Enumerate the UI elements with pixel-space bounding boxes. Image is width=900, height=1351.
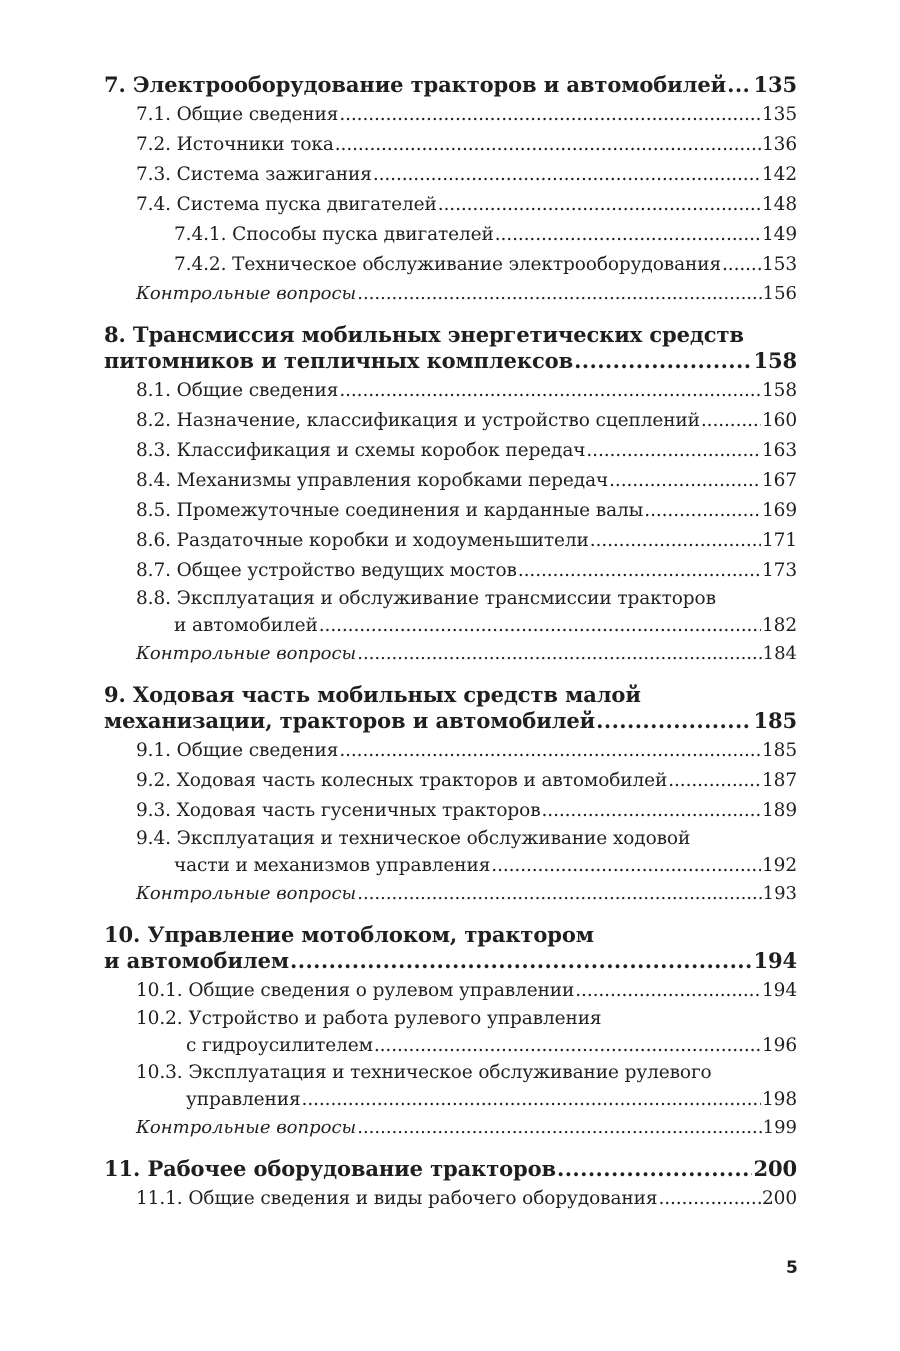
dot-leader xyxy=(557,1156,752,1182)
dot-leader xyxy=(722,250,761,280)
dot-leader xyxy=(290,948,752,974)
review-questions-title: Контрольные вопросы xyxy=(136,283,357,304)
review-questions-title: Контрольные вопросы xyxy=(136,883,357,904)
section-title: 8.2. Назначение, классификация и устройство сцеплений xyxy=(136,410,700,431)
toc-section[interactable] xyxy=(104,466,797,496)
page-ref: 148 xyxy=(761,194,797,215)
toc-chapter-8[interactable] xyxy=(104,322,797,374)
page-ref: 193 xyxy=(762,883,797,904)
dot-leader xyxy=(339,376,761,406)
dot-leader xyxy=(542,796,761,826)
section-title: 10.1. Общие сведения о рулевом управлении xyxy=(136,980,575,1001)
dot-leader xyxy=(374,1032,761,1060)
page-number: 5 xyxy=(786,1258,798,1278)
page-ref: 136 xyxy=(761,134,797,155)
dot-leader xyxy=(357,640,761,668)
page-ref: 149 xyxy=(761,224,797,245)
page-ref: 135 xyxy=(761,104,797,125)
section-title: 7.2. Источники тока xyxy=(136,134,334,155)
section-title: 8.4. Механизмы управления коробками передач xyxy=(136,470,609,491)
dot-leader xyxy=(574,348,752,374)
toc-subsection[interactable] xyxy=(104,220,797,250)
page-ref: 167 xyxy=(761,470,797,491)
page-ref: 200 xyxy=(761,1188,797,1209)
section-title: 7.1. Общие сведения xyxy=(136,104,339,125)
dot-leader xyxy=(668,766,761,796)
chapter-title-line-2: механизации, тракторов и автомобилей xyxy=(104,708,596,733)
dot-leader xyxy=(701,406,761,436)
section-title: 8.7. Общее устройство ведущих мостов xyxy=(136,560,517,581)
section-title-line-1: 10.3. Эксплуатация и техническое обслуживание рулевого xyxy=(136,1062,712,1083)
dot-leader xyxy=(609,466,761,496)
page-ref: 189 xyxy=(761,800,797,821)
review-questions-title: Контрольные вопросы xyxy=(136,643,357,664)
section-title-line-2: и автомобилей xyxy=(174,615,318,636)
section-title: 9.2. Ходовая часть колесных тракторов и автомобилей xyxy=(136,770,668,791)
section-title: 8.1. Общие сведения xyxy=(136,380,339,401)
dot-leader xyxy=(335,130,761,160)
toc-section[interactable] xyxy=(104,436,797,466)
dot-leader xyxy=(644,496,761,526)
section-title: 9.3. Ходовая часть гусеничных тракторов xyxy=(136,800,541,821)
chapter-title-line-1: 8. Трансмиссия мобильных энергетических средств xyxy=(104,322,744,347)
toc-section[interactable] xyxy=(104,556,797,586)
review-questions-title: Контрольные вопросы xyxy=(136,1117,357,1138)
page-ref: 182 xyxy=(761,615,797,636)
toc-review-questions[interactable] xyxy=(104,640,797,668)
page-ref: 169 xyxy=(761,500,797,521)
chapter-title-line-1: 9. Ходовая часть мобильных средств малой xyxy=(104,682,641,707)
toc-section[interactable] xyxy=(104,526,797,556)
section-title: 7.4. Система пуска двигателей xyxy=(136,194,437,215)
dot-leader xyxy=(495,220,761,250)
toc-section[interactable] xyxy=(104,586,797,640)
subsection-title: 7.4.2. Техническое обслуживание электрооборудования xyxy=(174,254,722,275)
toc-section[interactable] xyxy=(104,496,797,526)
chapter-title-line-1: 10. Управление мотоблоком, трактором xyxy=(104,922,594,947)
toc-section[interactable] xyxy=(104,766,797,796)
subsection-title: 7.4.1. Способы пуска двигателей xyxy=(174,224,494,245)
dot-leader xyxy=(491,852,761,880)
dot-leader xyxy=(373,160,761,190)
page-ref: 194 xyxy=(761,980,797,1001)
toc-section[interactable] xyxy=(104,826,797,880)
dot-leader xyxy=(357,880,761,908)
toc-chapter-11[interactable] xyxy=(104,1156,797,1182)
toc-section[interactable] xyxy=(104,976,797,1006)
dot-leader xyxy=(319,612,761,640)
page-ref: 171 xyxy=(761,530,797,551)
page-ref: 196 xyxy=(761,1035,797,1056)
page-ref: 192 xyxy=(761,855,797,876)
dot-leader xyxy=(590,526,761,556)
section-title-line-2: с гидроусилителем xyxy=(186,1035,373,1056)
dot-leader xyxy=(596,708,752,734)
toc-section[interactable] xyxy=(104,130,797,160)
dot-leader xyxy=(658,1184,761,1214)
page-ref: 163 xyxy=(761,440,797,461)
dot-leader xyxy=(357,280,761,308)
page-ref: 135 xyxy=(753,72,797,97)
page-ref: 160 xyxy=(761,410,797,431)
section-title: 8.5. Промежуточные соединения и карданные валы xyxy=(136,500,644,521)
toc-chapter-7[interactable] xyxy=(104,72,797,98)
page-ref: 156 xyxy=(762,283,797,304)
page-ref: 153 xyxy=(761,254,797,275)
section-title: 8.3. Классификация и схемы коробок передач xyxy=(136,440,586,461)
page-ref: 199 xyxy=(762,1117,797,1138)
dot-leader xyxy=(339,100,761,130)
page-ref: 187 xyxy=(761,770,797,791)
toc-section[interactable] xyxy=(104,1184,797,1214)
section-title: 9.1. Общие сведения xyxy=(136,740,339,761)
page-ref: 200 xyxy=(753,1156,797,1181)
toc-section[interactable] xyxy=(104,160,797,190)
section-title-line-2: части и механизмов управления xyxy=(174,855,491,876)
chapter-title: 11. Рабочее оборудование тракторов xyxy=(104,1156,556,1181)
page-ref: 158 xyxy=(753,348,797,373)
dot-leader xyxy=(727,72,752,98)
toc-section[interactable] xyxy=(104,796,797,826)
table-of-contents xyxy=(104,72,797,1214)
toc-section[interactable] xyxy=(104,1060,797,1114)
chapter-title: 7. Электрооборудование тракторов и автомобилей xyxy=(104,72,727,97)
dot-leader xyxy=(302,1086,761,1114)
toc-section[interactable] xyxy=(104,100,797,130)
section-title-line-1: 10.2. Устройство и работа рулевого управления xyxy=(136,1008,602,1029)
toc-subsection[interactable] xyxy=(104,250,797,280)
dot-leader xyxy=(339,736,761,766)
section-title: 11.1. Общие сведения и виды рабочего оборудования xyxy=(136,1188,658,1209)
toc-section[interactable] xyxy=(104,406,797,436)
section-title-line-1: 8.8. Эксплуатация и обслуживание трансмиссии тракторов xyxy=(136,588,716,609)
page-ref: 142 xyxy=(761,164,797,185)
toc-chapter-10[interactable] xyxy=(104,922,797,974)
dot-leader xyxy=(357,1114,761,1142)
page-ref: 185 xyxy=(753,708,797,733)
chapter-title-line-2: и автомобилем xyxy=(104,948,290,973)
toc-section[interactable] xyxy=(104,1006,797,1060)
page-ref: 158 xyxy=(761,380,797,401)
dot-leader xyxy=(586,436,761,466)
dot-leader xyxy=(438,190,761,220)
section-title: 7.3. Система зажигания xyxy=(136,164,372,185)
dot-leader xyxy=(518,556,761,586)
toc-review-questions[interactable] xyxy=(104,280,797,308)
page-ref: 198 xyxy=(761,1089,797,1110)
section-title-line-2: управления xyxy=(186,1089,301,1110)
dot-leader xyxy=(575,976,761,1006)
toc-section[interactable] xyxy=(104,736,797,766)
toc-section[interactable] xyxy=(104,376,797,406)
chapter-title-line-2: питомников и тепличных комплексов xyxy=(104,348,574,373)
page-ref: 194 xyxy=(753,948,797,973)
toc-review-questions[interactable] xyxy=(104,1114,797,1142)
toc-review-questions[interactable] xyxy=(104,880,797,908)
page-ref: 173 xyxy=(761,560,797,581)
page-ref: 184 xyxy=(762,643,797,664)
section-title-line-1: 9.4. Эксплуатация и техническое обслуживание ходовой xyxy=(136,828,691,849)
toc-section[interactable] xyxy=(104,190,797,220)
page-ref: 185 xyxy=(761,740,797,761)
toc-chapter-9[interactable] xyxy=(104,682,797,734)
section-title: 8.6. Раздаточные коробки и ходоуменьшители xyxy=(136,530,589,551)
